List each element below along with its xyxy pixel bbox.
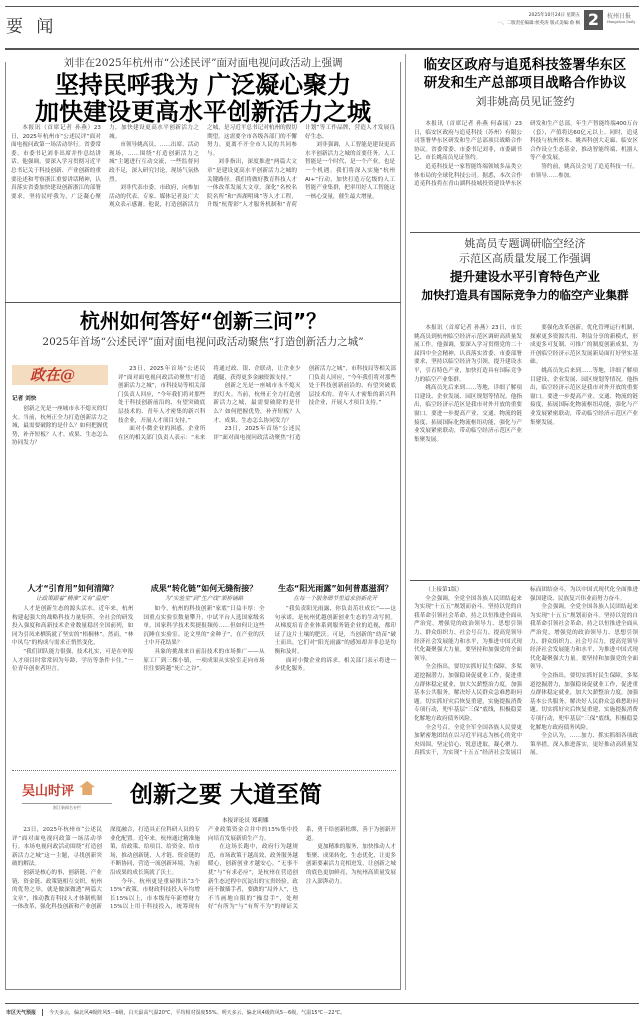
column-divider	[405, 54, 406, 990]
divider	[5, 302, 401, 303]
paragraph: 全会指出，要切实抓好民生保障，多渠道挖掘潜力，加强稳岗促就业工作，促进重点群体稳定就业，加大欠薪整治力度，加强基本公共服务，解决好人民群众急难愁盼问题。切实抓好灾后恢复重建，实施提振消费专项行动，兜牢基层“三保”底线，积极稳妥化解地方政府债务风险。	[530, 672, 638, 731]
weather-forecast: 今天多云，偏北风4级阵风5－6级，白天最高气温20℃，平均相对湿度55%。明天多云，偏北风4级阵风5－6级，气温15℃－22℃。	[49, 1010, 346, 1016]
column-tag: 浙江新闻名专栏	[22, 803, 112, 811]
subsection-ecosystem	[275, 583, 396, 761]
weather-label: 市区天气预报	[6, 1009, 43, 1016]
subhead-title: 成果“转化链”如何无缝衔接？	[150, 584, 258, 593]
footer-rule	[5, 1003, 639, 1004]
feature-byline: 记者 刘快	[12, 396, 37, 402]
paragraph: “我们团队能力很强，技术扎实，可是在申报人才项目时常常因为年龄、学历等条件卡住。”一位青年创业者坦言。	[12, 648, 134, 673]
feature-intro-col1	[12, 405, 108, 577]
subhead-kicker: 在每一个服务细节里追求创新花开	[293, 596, 378, 602]
paragraph: 本报讯（首席记者 孙燕）23日，2025年杭州市“公述民评”面对面电视问政第一场活动举行。省委常委、市委书记刘非出席并作总结讲话。他强调，要深入学习贯彻习近平总书记关于科技创新、产业创新的重要论述和考察浙江重要讲话精神，认真落实省委加快建设创新浙江的部署要求，坚持民呼我为，广泛凝心聚力，加快建设更高水平创新活力之城。	[11, 125, 199, 200]
column-logo-text: 政在@	[30, 366, 76, 384]
right-mid-body	[414, 324, 638, 576]
column-logo-text: 吴山时评	[22, 784, 75, 799]
feature-headline: 杭州如何答好“创新三问”？	[79, 309, 327, 333]
right-mid-headline-1: 提升建设水平引育特色产业	[449, 269, 600, 284]
masthead-en: Hangzhou Daily	[607, 20, 636, 24]
subhead-kicker: 让政策跟着“精准”又有“温度”	[36, 596, 110, 602]
paragraph: 创新之光是一座城市永不熄灭的灯火。当前，杭州正全力打造创新活力之城，最需要破除的是什么？如何把握优势，补齐短板？人才、成果、生态怎么协同发力？	[12, 406, 108, 447]
paragraph: 全会强调，全党全国各族人民团结起来为实现“十五五”规划而奋斗。坚持以党的自我革命引领社会革命，持之以恒推进全面从严治党，增强党的政治领导力、思想引领力、群众组织力、社会号召力，提高党领导经济社会发展能力和水平，为推进中国式现代化凝聚强大力量。要坚持和加强党的全面领导。	[414, 595, 522, 662]
paragraph: 创新之光是一座城市永不熄灭的灯火。当前，杭州正全力打造创新活力之城，最需要破除的是什么？如何把握优势，补齐短板？人才、成果、生态怎么协同发力？	[213, 383, 301, 424]
header-rule	[5, 48, 639, 50]
paragraph: 刘非强调，人工智能是建设更高水平创新活力之城的首要任务。人工智能是一个时代，是一个产业，也是一个机遇。我们将深入实施“杭州AI+”行动，加快打造万亿级的人工智能产业集群，把率用好人工智能这一核心变量，催生最大增量。	[305, 142, 395, 200]
paragraph: 签约前，姚高员会见了追觅科技一行。市领导……参加。	[530, 163, 638, 179]
paragraph: 本报讯（首席记者 孙燕）23日，市长姚高员到杭州临空经济示范区调研高质量发展工作。他强调，要深入学习贯彻党的二十届四中全会精神，认真落实省委、市委部署要求，坚持以临空经济为引领，提升建设水平，引育特色产业，加快打造具有国际竞争力的临空产业集群。	[414, 325, 522, 383]
top-rule	[5, 6, 639, 7]
paragraph: 如今，杭州的科技创新“家底”日益丰厚：全国重点实验室数量攀升，中试平台人选国家级名单，国家科学技术奖捷报频传……但如何让这些沉睡在实验室、论文里的“金种子”，在产业的沃土中开花结果？	[143, 606, 265, 647]
paragraph: 市领导姚高员、……出席。活动现场，……围绕“打造创新活力之城”主题进行互动交流，一些监督问政不足，深入研究讨论，现场气氛热烈。	[109, 142, 199, 183]
right-top-subtitle: 刘非姚高员见证签约	[475, 95, 575, 108]
right-bottom-body	[414, 586, 638, 986]
paragraph: 要强化改革创新，优化管理运行机制，探索更多资源共用、利益分享的新模式，形成更多可复制、可推广的制度创新成果，为开创临空经济示范区发展新局面打好坚实基础。	[530, 325, 638, 366]
section-title: 要 闻	[6, 17, 58, 37]
subhead-kicker: 为“实验室”到“生产线”架桥铺路	[164, 596, 244, 602]
continued-note: （上接第1版）	[425, 587, 463, 593]
paragraph: 人才是创新生态的源头活水。近年来，杭州构建起强大的战略科技力量矩阵，全社会的研发投入强度和高新技术企业数量稳居全国前列，如同为引凤来栖筑就了坚实的“梧桐林”。然而，“林中凤鸟”的构成与需求正悄然变化。	[12, 606, 134, 647]
paragraph: 在这场长跑中，政府行为越规范，市场政策干越高效，政务服务越暖心，创新创业才越安心。“无事不扰”与“有求必应”，是杭州在营造创新生态过程中沉淀出的宝贵经验。政府不做插手者，要做的“局外人”，也不当画地自限的“操盘手”，处理好“有所为”与“有所不为”的辩证关系，勇于给创新松绑，善于为创新开道。	[208, 827, 396, 911]
paragraph: 全会指出，要切实抓好民生保障，多渠道挖掘潜力，加强稳岗促就业工作，促进重点群体稳定就业，加大欠薪整治力度，加强基本公共服务，解决好人民群众急难愁盼问题。切实抓好灾后恢复重建，实施提振消费专项行动，兜牢基层“三保”底线，积极稳妥化解地方政府债务风险。	[414, 664, 522, 722]
paragraph: 23日，2025年首场“公述民评”面对面电视问政活动聚焦“打造创新活力之城”，市科技局等相关部门负责人回应，“今年我们将对那些处于科技创新前沿的、有望突破底层技术的、青年人才密集的新兴科技企业，开展人才项目支持。”	[213, 366, 396, 441]
paragraph: 全会号召，全党全军全国各族人民要更加紧密地团结在以习近平同志为核心的党中央周围，坚定信心、锐意进取，凝心聚力、真抓实干，为实现“十五五”经济社会发展目标而团结奋斗，为以中国式现代化全面推进强国建设、民族复兴伟业而努力奋斗。	[414, 587, 638, 757]
paragraph: 今年，杭州更是重磅推出“3个15%”政策，市财政科技投入年均增长15%以上，市本级每年新增财力15%以上用于科技投入，统筹现有产业政策资金合并中的15%集中投向培育发展新质生产力。	[110, 827, 298, 911]
paragraph: 面对小微企业的困惑，企业所在区的相关部门负责人表示：“未来将通过政、银、企联动，让企业少跑腿，获得更多金融资源支持。”	[118, 366, 301, 441]
right-top-headline-1: 临安区政府与追觅科技签署华东区	[423, 57, 627, 73]
paragraph: 面对小微企业的诉求，相关部门表示将进一步优化服务。	[274, 657, 396, 673]
subhead-title: 生态“阳光雨露”如何普惠滋润？	[278, 584, 393, 593]
lead-article	[5, 54, 401, 300]
divider	[410, 580, 640, 581]
paragraph: 23日，2025年杭州市“公述民评”面对面电视问政第一场活动举行。本场电视问政活动围绕“打造创新活力之城”这一主题，寻找创新突破的解法。	[12, 827, 102, 868]
divider	[410, 232, 640, 233]
right-top-body	[414, 120, 638, 228]
commentary-body	[12, 826, 396, 986]
paragraph: 更加精准的服务，加快推动人才集聚、成果转化、生态优化，让更多创新要素活力竞相迸发，让创新之城的底色更加鲜亮，为杭州高质量发展注入澎湃动力。	[306, 844, 396, 885]
issue-date: 2025年10月24日 星期五	[528, 13, 580, 18]
right-mid-kicker-2: 示范区高质量发展工作强调	[459, 252, 591, 265]
paragraph: “我负责阳光雨露，你负责茁壮成长”——这句承诺，是杭州优越创新创业生态的生动写照。从梯度培育企业体系到服务链企业的追视，都印证了这片土壤的肥沃。可是，当创新的“幼苗”破土而出，它们对“阳光雨露”的感知却并非总是均衡和及时。	[274, 606, 396, 655]
paragraph: 23日，2025年首场“公述民评”面对面电视问政活动聚焦“打造创新活力之城”，市科技局等相关部门负责人回应，“今年我们将对那些处于科技创新前沿的、有望突破底层技术的、青年人才密集的新兴科技企业，开展人才项目支持。”	[118, 366, 206, 424]
feature-intro	[118, 365, 396, 577]
page-number-badge: 2	[584, 10, 603, 30]
paragraph: 具象的挑战来自前沿技术的市场推广——从原工厂到三棵小镇，一项成果从实验室走向市场往往要跨越“死亡之谷”。	[143, 648, 265, 673]
right-mid-kicker-1: 姚高员专题调研临空经济	[464, 237, 586, 250]
right-top-headline-2: 研发和生产总部项目战略合作协议	[423, 75, 627, 91]
paragraph: 追觅科技是一家智能终端领域多品类立体布局的全球化科技公司。据悉，本次合作追觅科技将在青山湖科技城投资建设华东区研发和生产总部，年生产智能终端400万台（套），产值将达60亿元以上。同时，追觅科技与杭州资本、姚西科创大走廊、临安区合作设立生态基金，推动智能终端、机器人等产业发展。	[414, 121, 638, 188]
subhead-title: 人才“引育用”如何清障？	[27, 584, 118, 593]
masthead-logo: 杭州日报	[607, 13, 632, 20]
paragraph: 姚高员先后来到……等地，详细了解项目建设、企业发展、园区规划等情况。他指出，临空经济示范区是我市对外开放的重要窗口。要进一步提高产业、交通、物流的链接度，拓展国际化物流枢纽功能，强化与产业发展紧密联动，带动临空经济示范区产业集聚发展。	[530, 367, 638, 426]
paragraph: 创新是核心的事，创新链、产业链、资金链、政策链相互交织，杭州的优势之举，就是做深做透“两篇大文章”，推动教育科技人才体制机制一体改革，强化科技创新和产业创新深度融合，打造具正位科研人员的专业化配置。近年来，杭州通过精准施策，给政策、给项目、给资金、给市场，推动创新链、人才链、资金链的不断协同，营造一流创新环境，为前沿成果的成长筑就了沃土。	[12, 827, 200, 911]
feature-subtitle: 2025年首场“公述民评”面对面电视问政活动聚焦“打造创新活力之城”	[42, 336, 364, 348]
lead-body	[11, 124, 395, 296]
commentary-byline: 本报评论员 郑莉娜	[222, 818, 269, 824]
column-logo-wushan	[22, 780, 112, 818]
commentary-headline: 创新之要 大道至简	[130, 782, 323, 808]
paragraph: 刘非指出，深度推进“两篇大文章”是建设更高水平创新活力之城的关键路径。我们将做好教育科技人才一体改革发展大文章，深化“名校名院名所”和“西湖明珠”等人才工程，升级“杭帮彩”人才服务机制和“青荷计划”等工作品牌，营造人才发展良好生态。	[207, 125, 395, 209]
column-logo-zhengzai	[12, 365, 108, 385]
paragraph: 姚高员先后来到……等地，详细了解项目建设、企业发展、园区规划等情况。他指出，临空经济示范区是我市对外开放的重要窗口。要进一步提高产业、交通、物流的链接度，拓展国际化物流枢纽功能，强化与产业发展紧密联动，带动临空经济示范区产业集聚发展。	[414, 385, 522, 443]
paragraph: 全会强调，全党全国各族人民团结起来为实现“十五五”规划而奋斗。坚持以党的自我革命引领社会革命，持之以恒推进全面从严治党，增强党的政治领导力、思想引领力、群众组织力、社会号召力，提高党领导经济社会发展能力和水平，为推进中国式现代化凝聚强大力量。要坚持和加强党的全面领导。	[530, 604, 638, 671]
paragraph: 全会认为，……加力、抓实抓细各项政策举措，深入推进落实，更好推动高质量发展。	[530, 733, 638, 757]
lead-kicker: 刘非在2025年杭州市“公述民评”面对面电视问政活动上强调	[58, 55, 349, 70]
paragraph: 刘非代表市委、市政府，向参加活动的代表、专家、媒体记者及广大观众表示感谢。他说，打造创新活力之城，是习近平总书记对杭州的殷切期望。这需要全市各级各部门的不懈努力，更离不开全市人民的共同参与。	[109, 125, 297, 209]
subsection-transfer	[143, 583, 264, 761]
lead-headline-2: 加快建设更高水平创新活力之城	[35, 98, 371, 126]
subsection-talent	[12, 583, 133, 761]
pavilion-icon	[79, 781, 95, 795]
editors-credit: 一、二版责任编辑:侯英涛 版式美编:俞 枫	[497, 21, 580, 26]
dotted-divider	[12, 770, 396, 771]
right-mid-headline-2: 加快打造具有国际竞争力的临空产业集群	[421, 288, 629, 302]
paragraph: 本报讯（首席记者 孙燕 何森瑶）23日，临安区政府与追觅科技（苏州）有限公司签署华东区研发和生产总部项目战略合作协议。省委常委、市委书记刘非，市委副书记、市长姚高员见证签约。	[414, 121, 522, 162]
lead-headline-1: 坚持民呼我为 广泛凝心聚力	[54, 71, 352, 99]
